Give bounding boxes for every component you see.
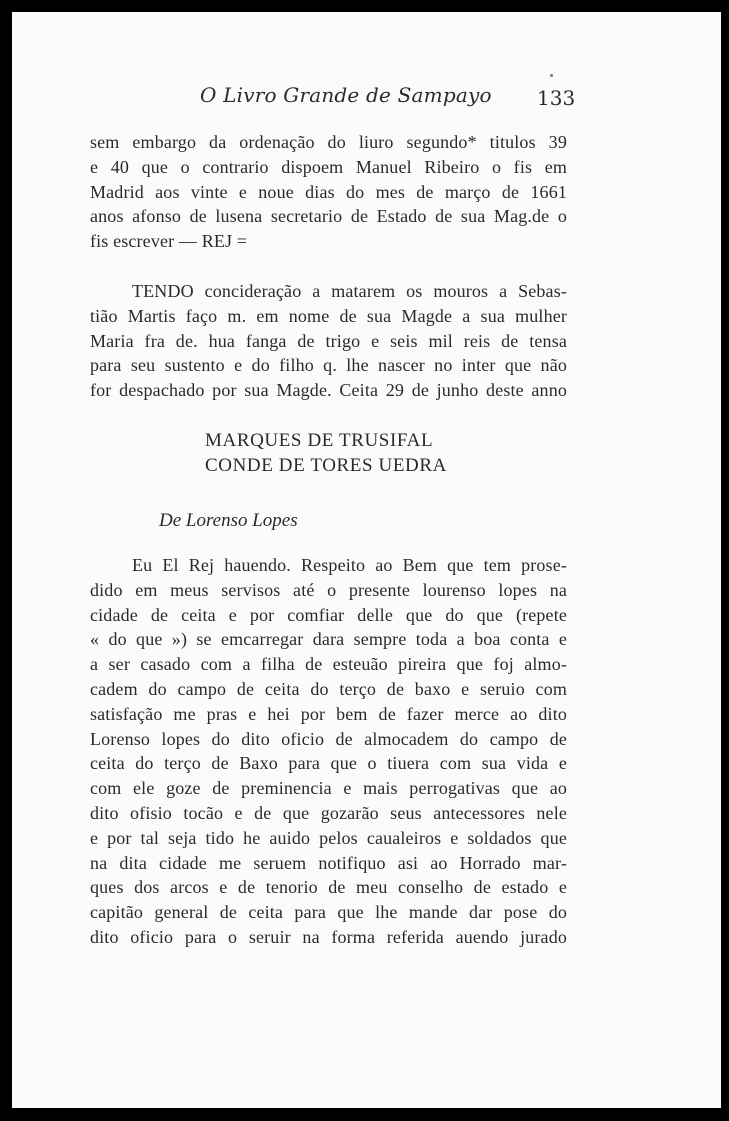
text-line: Eu El Rej hauendo. Respeito ao Bem que tem prose- bbox=[132, 555, 567, 575]
paragraph-3 bbox=[90, 553, 567, 950]
text-line: « do que ») se emcarregar dara sempre toda a boa conta e bbox=[90, 629, 567, 650]
text-line: para seu sustento e do filho q. lhe nascer no inter que não bbox=[90, 355, 567, 376]
text-line: Lorenso lopes do dito oficio de almocadem do campo de bbox=[90, 728, 567, 749]
section-title: De Lorenso Lopes bbox=[159, 510, 298, 531]
text-line: fis escrever — REJ = bbox=[90, 231, 248, 252]
text-line: dido em meus servisos até o presente lourenso lopes na bbox=[90, 579, 567, 600]
text-line: e por tal seja tido he auido pelos caualeiros e soldados que bbox=[90, 827, 567, 848]
text-line: dito ofisio tocão e de que gozarão seus antecessores nele bbox=[90, 802, 567, 823]
text-line: ques dos arcos e de tenorio de meu conselho de estado e bbox=[90, 877, 567, 898]
document-page bbox=[12, 12, 721, 1108]
ink-speck bbox=[550, 74, 553, 77]
text-line: sem embargo da ordenação do liuro segundo* titulos 39 bbox=[90, 132, 567, 152]
text-line: TENDO concideração a matarem os mouros a Sebas- bbox=[132, 281, 567, 301]
text-line: Maria fra de. hua fanga de trigo e seis mil reis de tensa bbox=[90, 330, 567, 351]
text-line: tião Martis faço m. em nome de sua Magde a sua mulher bbox=[90, 305, 567, 326]
text-line: e 40 que o contrario dispoem Manuel Ribeiro o fis em bbox=[90, 156, 567, 177]
text-line: dito oficio para o seruir na forma referida auendo jurado bbox=[90, 926, 567, 947]
text-line: ceita do terço de Baxo para que o tiuera com sua vida e bbox=[90, 753, 567, 774]
text-line: anos afonso de lusena secretario de Estado de sua Mag.de o bbox=[90, 206, 567, 227]
paragraph-1 bbox=[90, 130, 567, 254]
running-title: O Livro Grande de Sampayo bbox=[200, 83, 492, 107]
text-line: for despachado por sua Magde. Ceita 29 de junho deste anno bbox=[90, 380, 567, 401]
text-line: a ser casado com a filha de esteuão pireira que foj almo- bbox=[90, 654, 567, 675]
page-number: 133 bbox=[537, 86, 576, 110]
heading-line-2: CONDE DE TORES UEDRA bbox=[205, 455, 447, 476]
text-line: cidade de ceita e por comfiar delle que do que (repete bbox=[90, 604, 567, 625]
text-line: cadem do campo de ceita do terço de baxo e seruio com bbox=[90, 678, 567, 699]
heading-line-1: MARQUES DE TRUSIFAL bbox=[205, 430, 434, 451]
text-line: Madrid aos vinte e noue dias do mes de março de 1661 bbox=[90, 181, 567, 202]
paragraph-2 bbox=[90, 279, 567, 403]
text-line: satisfação me pras e hei por bem de fazer merce ao dito bbox=[90, 703, 567, 724]
text-line: com ele goze de preminencia e mais perrogativas que ao bbox=[90, 778, 567, 799]
text-line: na dita cidade me seruem notifiquo asi ao Horrado mar- bbox=[90, 852, 567, 873]
text-line: capitão general de ceita para que lhe mande dar pose do bbox=[90, 902, 567, 923]
